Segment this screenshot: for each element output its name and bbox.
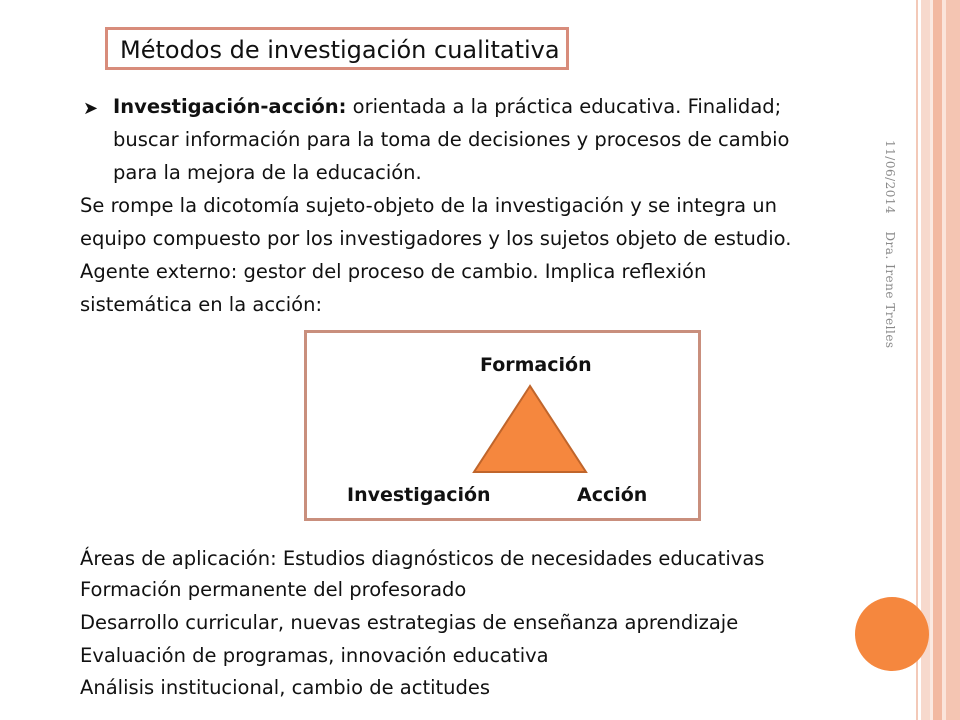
intro-line-1: [113, 94, 781, 120]
slide-title: Métodos de investigación cualitativa: [120, 36, 560, 64]
intro-line-7: sistemática en la acción:: [80, 293, 323, 316]
border-stripe: [946, 0, 960, 720]
intro-line-2: buscar información para la toma de decisiones y procesos de cambio: [113, 128, 790, 151]
diagram-label-formacion: Formación: [480, 354, 592, 376]
areas-line-1: Áreas de aplicación: Estudios diagnósticos de necesidades educativas: [80, 547, 765, 570]
side-label: [883, 140, 897, 349]
border-stripe: [933, 0, 942, 720]
intro-line-4: Se rompe la dicotomía sujeto-objeto de la investigación y se integra un: [80, 194, 777, 217]
triangle-icon: [470, 383, 590, 475]
intro-line-3: para la mejora de la educación.: [113, 161, 422, 184]
diagram-label-accion: Acción: [577, 484, 648, 506]
areas-line-3: Desarrollo curricular, nuevas estrategias de enseñanza aprendizaje: [80, 611, 739, 634]
intro-line-6: Agente externo: gestor del proceso de cambio. Implica reflexión: [80, 260, 707, 283]
slide-date: 11/06/2014: [883, 140, 897, 215]
areas-line-5: Análisis institucional, cambio de actitudes: [80, 676, 491, 699]
slide-author: Dra. Irene Trelles: [883, 231, 897, 349]
diagram-label-investigacion: Investigación: [347, 484, 491, 506]
arrow-bullet-icon: ➤: [83, 98, 99, 119]
bullet-term: Investigación-acción:: [113, 95, 347, 118]
decorative-circle: [855, 597, 929, 671]
areas-line-4: Evaluación de programas, innovación educativa: [80, 644, 549, 667]
intro-line-1-rest: orientada a la práctica educativa. Finalidad;: [346, 95, 782, 118]
areas-line-2: Formación permanente del profesorado: [80, 578, 467, 601]
intro-line-5: equipo compuesto por los investigadores y los sujetos objeto de estudio.: [80, 227, 792, 250]
